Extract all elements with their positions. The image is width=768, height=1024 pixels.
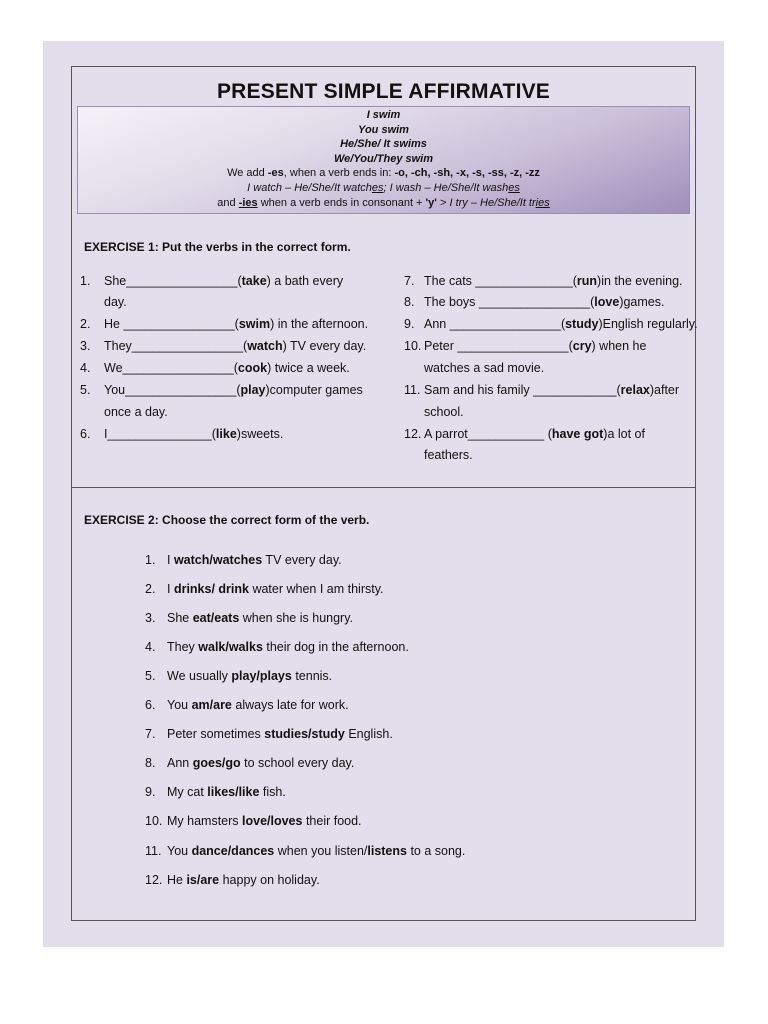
ex2-item	[145, 553, 342, 567]
item-text: )games.	[619, 295, 665, 309]
rule-line: We/You/They swim	[333, 152, 434, 165]
ex1-item	[404, 427, 645, 441]
item-options: goes/go	[192, 756, 241, 770]
item-verb: cry	[572, 339, 592, 353]
item-number: 12.	[404, 427, 422, 441]
ex2-item	[145, 698, 349, 712]
item-text: You	[167, 698, 192, 712]
item-text: He	[167, 873, 187, 887]
item-number: 9.	[404, 317, 415, 331]
item-number: 8.	[145, 756, 156, 770]
item-number: 4.	[145, 640, 156, 654]
item-text: ) when he	[591, 339, 647, 353]
item-verb: love	[594, 295, 620, 309]
item-text: )computer games	[265, 383, 363, 397]
item-options: watch/watches	[173, 553, 263, 567]
exercise-1-title: EXERCISE 1: Put the verbs in the correct form.	[84, 240, 351, 254]
item-options: drinks/ drink	[173, 582, 249, 596]
item-verb: like	[215, 427, 237, 441]
item-options: listens	[367, 844, 407, 858]
item-text: My cat	[167, 785, 208, 799]
item-text: The boys ________________(	[424, 295, 595, 309]
item-text: always late for work.	[231, 698, 349, 712]
item-text: ) twice a week.	[267, 361, 350, 375]
item-text: TV every day.	[262, 553, 342, 567]
item-verb: cook	[237, 361, 268, 375]
rule-text: I try – He/She/It tr	[449, 196, 536, 209]
ex2-item	[145, 873, 320, 887]
rule-endings: -o, -ch, -sh, -x, -s, -ss, -z, -zz	[394, 167, 540, 180]
item-text: )sweets.	[236, 427, 284, 441]
item-number: 3.	[145, 611, 156, 625]
item-verb: have got	[551, 427, 604, 441]
item-text: The cats ______________(	[424, 274, 577, 288]
item-number: 2.	[145, 582, 156, 596]
item-text: Peter ________________(	[424, 339, 573, 353]
item-verb: play	[240, 383, 266, 397]
item-number: 6.	[80, 427, 91, 441]
item-options: likes/like	[207, 785, 260, 799]
item-text: )in the evening.	[597, 274, 683, 288]
item-text: I	[167, 582, 174, 596]
item-number: 8.	[404, 295, 415, 309]
exercise-2-title: EXERCISE 2: Choose the correct form of the verb.	[84, 513, 370, 527]
item-text: Ann ________________(	[424, 317, 566, 331]
rule-text: I watch – He/She/It watch	[247, 181, 372, 194]
ex2-item	[145, 582, 384, 596]
item-text: water when I am thirsty.	[248, 582, 384, 596]
item-number: 12.	[145, 873, 163, 887]
item-number: 4.	[80, 361, 91, 375]
ex2-item	[145, 756, 354, 770]
item-number: 5.	[80, 383, 91, 397]
ex1-item	[404, 383, 679, 397]
rule-suffix: es	[508, 181, 520, 194]
item-text: ) in the afternoon.	[270, 317, 369, 331]
rule-suffix: es	[371, 181, 384, 194]
rule-text: >	[436, 196, 450, 209]
item-text: to school every day.	[240, 756, 355, 770]
rule-line: I swim	[366, 109, 401, 121]
ex1-item	[404, 317, 698, 331]
ex1-item-continuation: feathers.	[424, 448, 473, 462]
rule-text: We add	[227, 167, 268, 180]
item-text: their food.	[302, 814, 362, 828]
item-options: eat/eats	[192, 611, 240, 625]
item-text: I	[167, 553, 174, 567]
item-text: They	[167, 640, 199, 654]
item-text: when she is hungry.	[239, 611, 354, 625]
item-text: I_______________(	[104, 427, 216, 441]
item-number: 10.	[404, 339, 422, 353]
grammar-rule-box	[77, 106, 690, 214]
item-number: 6.	[145, 698, 156, 712]
item-number: 11.	[404, 383, 421, 397]
item-number: 7.	[145, 727, 156, 741]
ex1-item-continuation: watches a sad movie.	[424, 361, 545, 375]
ex2-item	[145, 727, 393, 741]
item-verb: watch	[247, 339, 283, 353]
item-text: He ________________(	[104, 317, 239, 331]
rule-text: , when a verb ends in:	[283, 167, 395, 180]
item-number: 2.	[80, 317, 91, 331]
item-text: They________________(	[104, 339, 248, 353]
ex2-item	[145, 785, 286, 799]
item-number: 1.	[80, 274, 91, 288]
item-verb: relax	[620, 383, 650, 397]
item-number: 7.	[404, 274, 415, 288]
rule-suffix: -ies	[238, 196, 258, 209]
item-number: 11.	[145, 844, 162, 858]
rule-suffix: -es	[267, 167, 284, 180]
ex1-item	[80, 317, 368, 331]
ex2-item	[145, 669, 332, 683]
rule-line-es	[78, 166, 689, 181]
ex1-item	[80, 339, 366, 353]
item-text: ) a bath every	[266, 274, 344, 288]
rule-line-ies	[78, 196, 689, 211]
rule-line: He/She/ It swims	[340, 138, 427, 151]
section-divider	[71, 487, 696, 488]
item-text: My hamsters	[167, 814, 243, 828]
item-options: am/are	[191, 698, 232, 712]
item-text: ) TV every day.	[282, 339, 367, 353]
ex1-item-continuation: day.	[104, 295, 127, 309]
rule-text: and	[217, 196, 239, 209]
ex2-item	[145, 611, 353, 625]
item-text: fish.	[259, 785, 286, 799]
item-verb: run	[576, 274, 598, 288]
ex2-item	[145, 844, 465, 858]
item-options: play/plays	[231, 669, 292, 683]
rule-suffix: ies	[535, 196, 550, 209]
item-number: 3.	[80, 339, 91, 353]
rule-text: when a verb ends in consonant +	[257, 196, 426, 209]
item-text: You	[167, 844, 192, 858]
ex1-item-continuation: school.	[424, 405, 464, 419]
item-text: English.	[344, 727, 393, 741]
item-text: Ann	[167, 756, 193, 770]
ex2-item	[145, 640, 409, 654]
ex1-item	[80, 361, 350, 375]
item-text: A parrot___________ (	[424, 427, 552, 441]
ex1-item	[80, 274, 343, 288]
item-text: She	[167, 611, 193, 625]
item-text: )a lot of	[603, 427, 645, 441]
item-text: We usually	[167, 669, 232, 683]
item-options: walk/walks	[198, 640, 263, 654]
item-number: 10.	[145, 814, 163, 828]
item-text: when you listen/	[274, 844, 368, 858]
item-options: is/are	[186, 873, 220, 887]
item-text: We________________(	[104, 361, 238, 375]
item-text: )after	[649, 383, 680, 397]
item-number: 9.	[145, 785, 156, 799]
ex1-item	[404, 295, 664, 309]
item-text: to a song.	[406, 844, 466, 858]
ex1-item	[80, 427, 283, 441]
rule-line-examples	[78, 181, 689, 196]
item-options: studies/study	[264, 727, 345, 741]
item-text: tennis.	[291, 669, 333, 683]
item-text: Peter sometimes	[167, 727, 265, 741]
ex1-item	[80, 383, 363, 397]
item-options: dance/dances	[191, 844, 275, 858]
item-text: She________________(	[104, 274, 242, 288]
item-text: You________________(	[104, 383, 241, 397]
rule-line: You swim	[358, 123, 409, 136]
item-number: 5.	[145, 669, 156, 683]
item-verb: study	[565, 317, 599, 331]
page-title: PRESENT SIMPLE AFFIRMATIVE	[216, 80, 551, 103]
rule-letter: 'y'	[425, 196, 437, 209]
item-text: their dog in the afternoon.	[262, 640, 409, 654]
item-verb: swim	[238, 317, 271, 331]
item-text: Sam and his family ____________(	[424, 383, 621, 397]
item-options: love/loves	[242, 814, 303, 828]
ex1-item	[404, 339, 646, 353]
ex2-item	[145, 814, 362, 828]
item-verb: take	[241, 274, 267, 288]
item-text: )English regularly.	[598, 317, 698, 331]
item-text: happy on holiday.	[219, 873, 320, 887]
ex1-item	[404, 274, 683, 288]
rule-text: ; I wash – He/She/It wash	[383, 181, 509, 194]
ex1-item-continuation: once a day.	[104, 405, 168, 419]
item-number: 1.	[145, 553, 156, 567]
